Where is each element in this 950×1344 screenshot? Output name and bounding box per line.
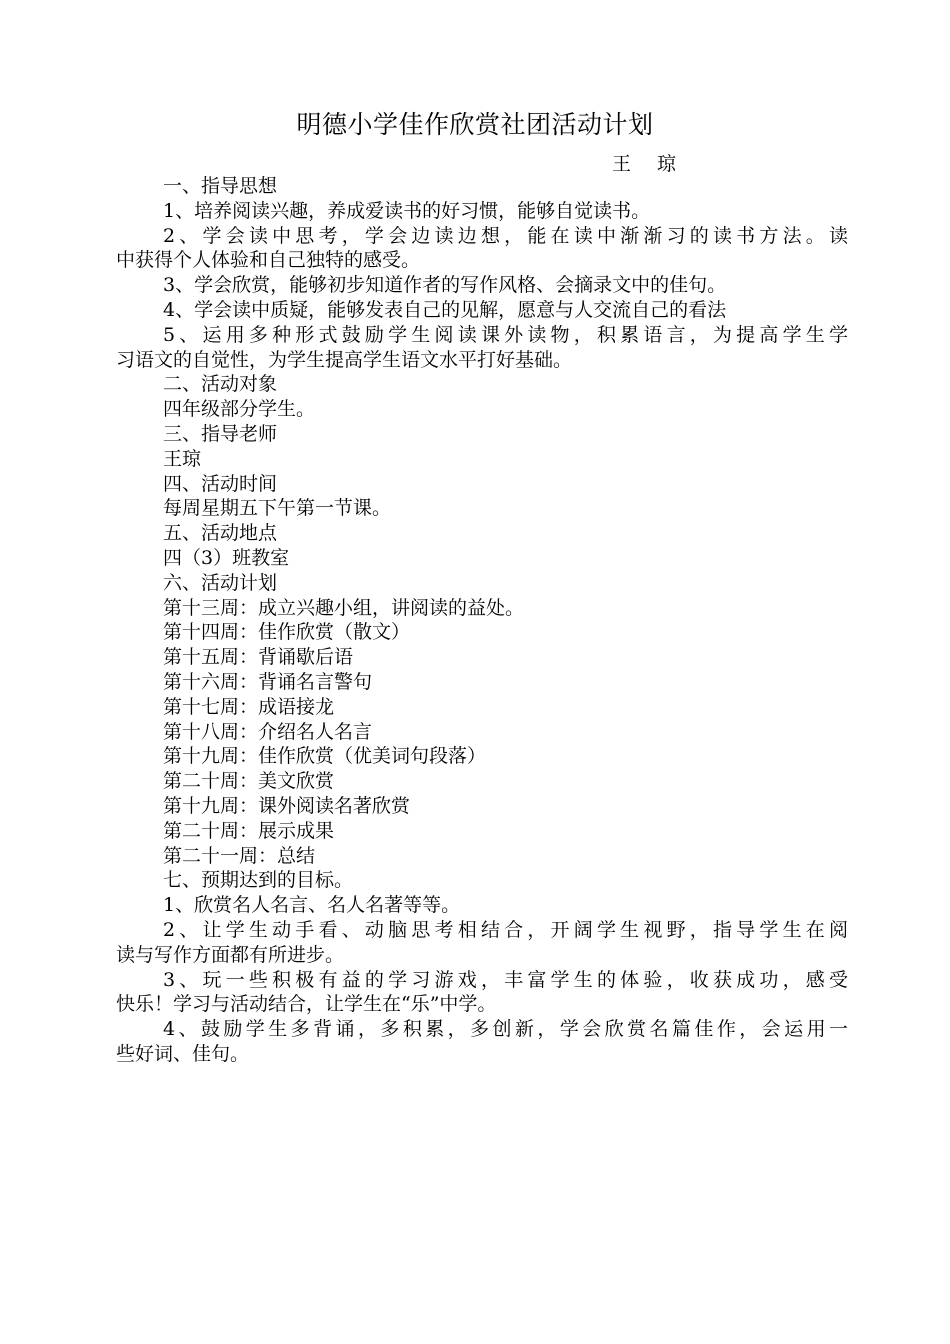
plan-item: 第二十周：美文欣赏	[163, 770, 335, 793]
paragraph-line: 读与写作方面都有所进步。	[116, 943, 345, 966]
paragraph-line: 每周星期五下午第一节课。	[163, 497, 392, 520]
plan-item: 第十三周：成立兴趣小组，讲阅读的益处。	[163, 596, 525, 619]
section-heading-guiding-thought: 一、指导思想	[163, 175, 278, 197]
author-name: 王 琼	[612, 153, 687, 175]
section-heading-location: 五、活动地点	[163, 522, 278, 545]
paragraph-line: 1、欣赏名人名言、名人名著等等。	[163, 894, 461, 917]
plan-item: 第十八周：介绍名人名言	[163, 720, 373, 743]
document-body	[116, 174, 848, 1067]
section-heading-goals: 七、预期达到的目标。	[163, 869, 354, 892]
plan-item: 第二十一周：总结	[163, 844, 316, 867]
plan-item: 第十六周：背诵名言警句	[163, 670, 373, 693]
paragraph-line: 1、培养阅读兴趣，养成爱读书的好习惯，能够自觉读书。	[163, 199, 651, 222]
section-heading-teacher: 三、指导老师	[163, 422, 278, 445]
paragraph-line: 中获得个人体验和自己独特的感受。	[116, 249, 421, 272]
paragraph-line: 3、玩一些积极有益的学习游戏，丰富学生的体验，收获成功，感受	[163, 968, 848, 991]
paragraph-line: 四年级部分学生。	[163, 398, 316, 421]
plan-item: 第十五周：背诵歇后语	[163, 646, 354, 669]
paragraph-line: 些好词、佳句。	[116, 1042, 250, 1065]
paragraph-line: 2、让学生动手看、动脑思考相结合，开阔学生视野，指导学生在阅	[163, 918, 848, 941]
paragraph-line: 5、运用多种形式鼓励学生阅读课外读物，积累语言，为提高学生学	[163, 323, 848, 346]
plan-item: 第二十周：展示成果	[163, 819, 335, 842]
paragraph-line: 2、学会读中思考，学会边读边想，能在读中渐渐习的读书方法。读	[163, 224, 848, 247]
paragraph-line: 3、学会欣赏，能够初步知道作者的写作风格、会摘录文中的佳句。	[163, 274, 727, 297]
plan-item: 第十四周：佳作欣赏（散文）	[163, 621, 411, 644]
document-title: 明德小学佳作欣赏社团活动计划	[296, 110, 654, 139]
paragraph-line: 王琼	[163, 447, 202, 470]
section-heading-time: 四、活动时间	[163, 472, 278, 495]
paragraph-line: 4、学会读中质疑，能够发表自己的见解，愿意与人交流自己的看法	[163, 298, 727, 321]
plan-item: 第十九周：课外阅读名著欣赏	[163, 794, 411, 817]
plan-item: 第十七周：成语接龙	[163, 695, 335, 718]
section-heading-target: 二、活动对象	[163, 373, 278, 396]
plan-item: 第十九周：佳作欣赏（优美词句段落）	[163, 745, 487, 768]
paragraph-line: 快乐！学习与活动结合，让学生在“乐”中学。	[116, 993, 497, 1016]
paragraph-line: 4、鼓励学生多背诵，多积累，多创新，学会欣赏名篇佳作，会运用一	[163, 1018, 848, 1041]
paragraph-line: 四（3）班教室	[163, 546, 290, 569]
paragraph-line: 习语文的自觉性，为学生提高学生语文水平打好基础。	[116, 348, 573, 371]
section-heading-plan: 六、活动计划	[163, 571, 278, 594]
